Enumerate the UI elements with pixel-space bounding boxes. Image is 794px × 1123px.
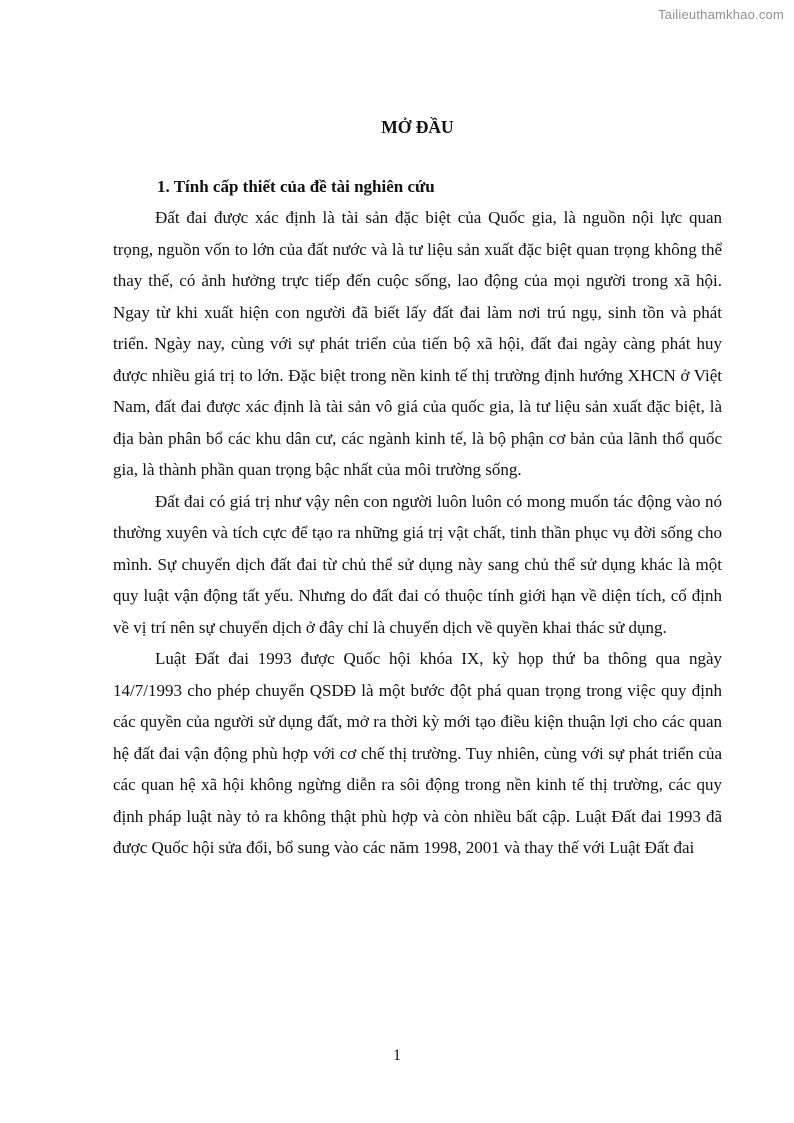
document-content [113, 112, 722, 864]
paragraph-1: Đất đai được xác định là tài sản đặc biệt của Quốc gia, là nguồn nội lực quan trọng, nguồn vốn to lớn của đất nước và là tư liệu sản xuất đặc biệt quan trọng không thể thay thế, có ảnh hưởng trực tiếp đến cuộc sống, lao động của mọi người trong xã hội. Ngay từ khi xuất hiện con người đã biết lấy đất đai làm nơi trú ngụ, sinh tồn và phát triển. Ngày nay, cùng với sự phát triển của tiến bộ xã hội, đất đai ngày càng phát huy được nhiều giá trị to lớn. Đặc biệt trong nền kinh tế thị trường định hướng XHCN ở Việt Nam, đất đai được xác định là tài sản vô giá của quốc gia, là tư liệu sản xuất đặc biệt, là địa bàn phân bổ các khu dân cư, các ngành kinh tế, là bộ phận cơ bản của lãnh thổ quốc gia, là thành phần quan trọng bậc nhất của môi trường sống. [113, 208, 722, 479]
document-title: MỞ ĐẦU [381, 117, 454, 137]
page-number: 1 [393, 1047, 401, 1064]
watermark: Tailieuthamkhao.com [658, 7, 784, 22]
paragraph-3: Luật Đất đai 1993 được Quốc hội khóa IX, kỳ họp thứ ba thông qua ngày 14/7/1993 cho phép chuyển QSDĐ là một bước đột phá quan trọng trong việc quy định các quyền của người sử dụng đất, mở ra thời kỳ mới tạo điều kiện thuận lợi cho các quan hệ đất đai vận động phù hợp với cơ chế thị trường. Tuy nhiên, cùng với sự phát triển của các quan hệ xã hội không ngừng diễn ra sôi động trong nền kinh tế thị trường, các quy định pháp luật này tỏ ra không thật phù hợp và còn nhiều bất cập. Luật Đất đai 1993 đã được Quốc hội sửa đổi, bổ sung vào các năm 1998, 2001 và thay thế với Luật Đất đai [113, 649, 722, 857]
section-heading: 1. Tính cấp thiết của đề tài nghiên cứu [157, 176, 435, 196]
paragraph-2: Đất đai có giá trị như vậy nên con người luôn luôn có mong muốn tác động vào nó thường xuyên và tích cực để tạo ra những giá trị vật chất, tinh thần phục vụ đời sống cho mình. Sự chuyển dịch đất đai từ chủ thể sử dụng này sang chủ thể sử dụng khác là một quy luật vận động tất yếu. Nhưng do đất đai có thuộc tính giới hạn về diện tích, cố định về vị trí nên sự chuyển dịch ở đây chỉ là chuyển dịch về quyền khai thác sử dụng. [113, 491, 722, 637]
